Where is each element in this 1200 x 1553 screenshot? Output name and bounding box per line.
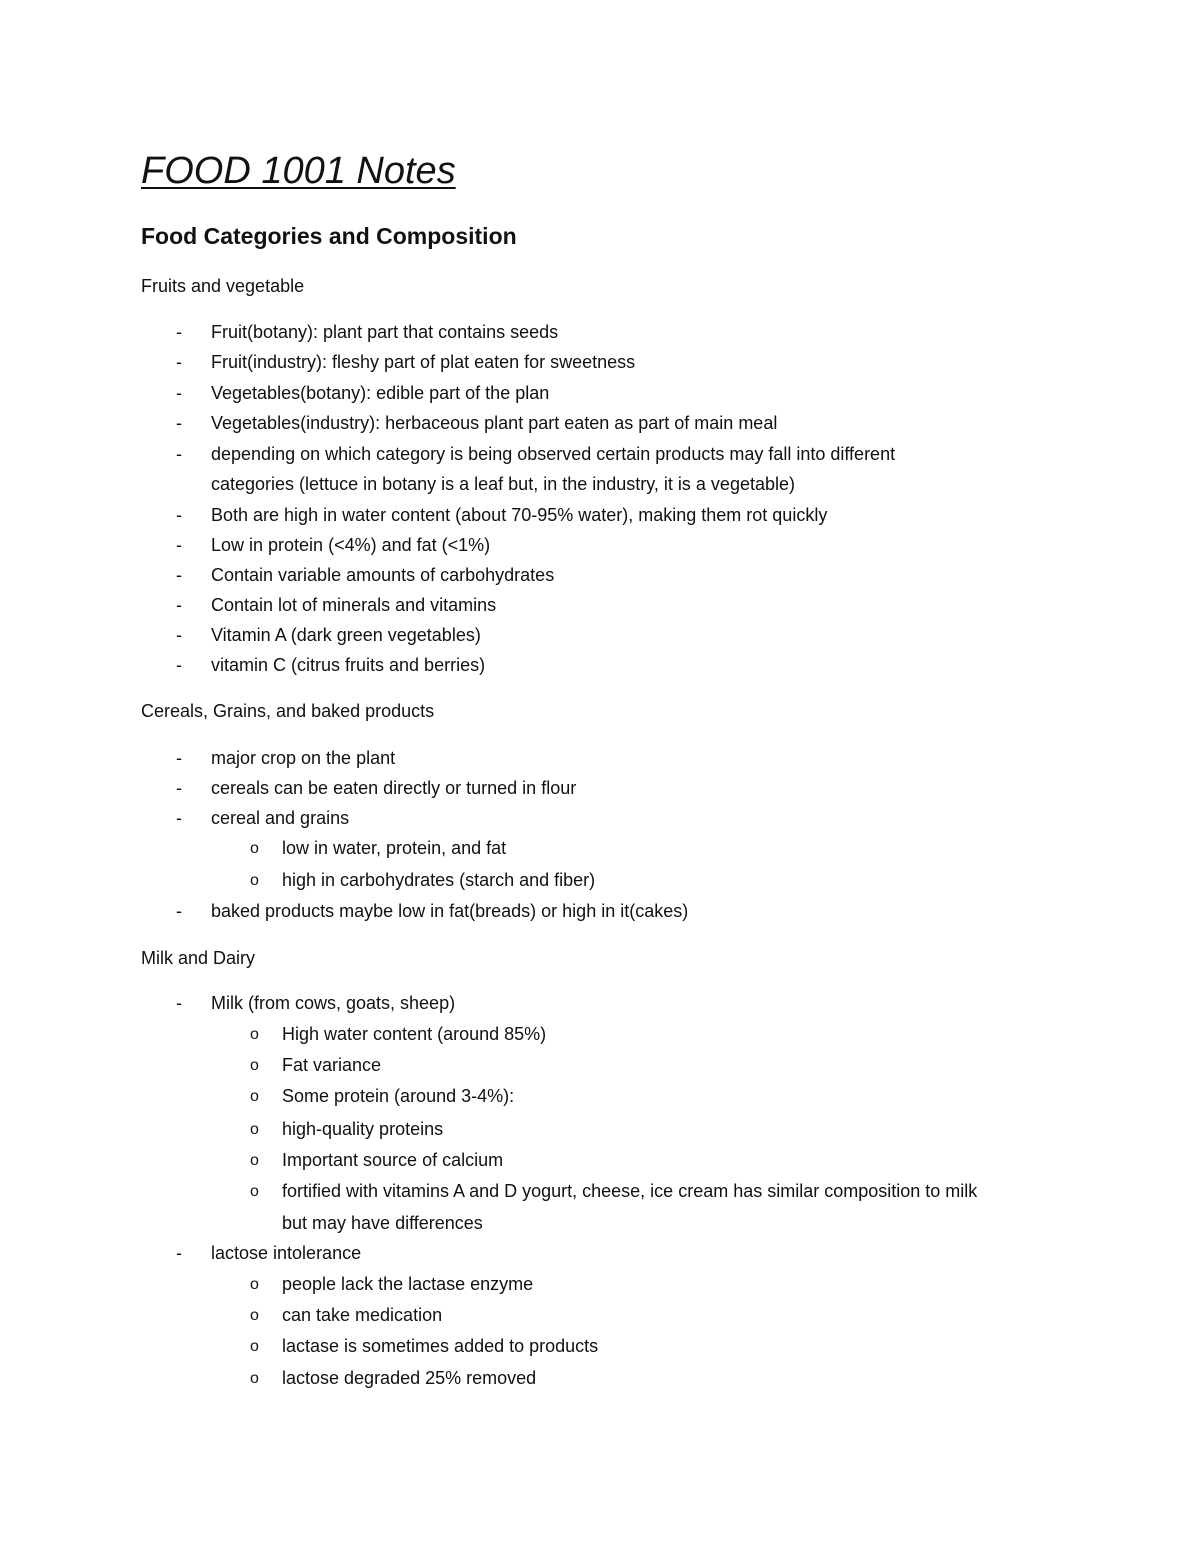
dash-bullet: - (176, 352, 182, 372)
sub-list-item: people lack the lactase enzyme (282, 1274, 534, 1294)
sub-list-item: lactase is sometimes added to products (282, 1336, 599, 1356)
circle-bullet: o (250, 1057, 259, 1074)
list-item: major crop on the plant (211, 748, 396, 768)
circle-bullet: o (250, 1088, 259, 1105)
list-item: Contain variable amounts of carbohydrates (211, 565, 555, 585)
list-item: Vegetables(botany): edible part of the plan (211, 383, 550, 403)
sub-list-item: lactose degraded 25% removed (282, 1368, 537, 1388)
circle-bullet: o (250, 872, 259, 889)
dash-bullet: - (176, 748, 182, 768)
dash-bullet: - (176, 383, 182, 403)
section-heading-cereals-grains: Cereals, Grains, and baked products (141, 701, 435, 721)
list-item: cereals can be eaten directly or turned in flour (211, 778, 577, 798)
circle-bullet: o (250, 1026, 259, 1043)
list-item: Milk (from cows, goats, sheep) (211, 993, 456, 1013)
sub-list-item: low in water, protein, and fat (282, 838, 507, 858)
dash-bullet: - (176, 535, 182, 555)
sub-list-item: High water content (around 85%) (282, 1024, 547, 1044)
list-item: Both are high in water content (about 70-95% water), making them rot quickly (211, 505, 828, 525)
sub-list-item: Fat variance (282, 1055, 382, 1075)
sub-list-item: Some protein (around 3-4%): (282, 1086, 515, 1106)
sub-list-item-continuation: but may have differences (282, 1213, 483, 1233)
circle-bullet: o (250, 840, 259, 857)
dash-bullet: - (176, 444, 182, 464)
dash-bullet: - (176, 565, 182, 585)
list-item: depending on which category is being observed certain products may fall into different (211, 444, 896, 464)
circle-bullet: o (250, 1338, 259, 1355)
list-item: cereal and grains (211, 808, 350, 828)
sub-list-item: high-quality proteins (282, 1119, 444, 1139)
dash-bullet: - (176, 505, 182, 525)
dash-bullet: - (176, 901, 182, 921)
circle-bullet: o (250, 1276, 259, 1293)
list-item: Contain lot of minerals and vitamins (211, 595, 497, 615)
dash-bullet: - (176, 322, 182, 342)
list-item: Vegetables(industry): herbaceous plant part eaten as part of main meal (211, 413, 778, 433)
sub-list-item: Important source of calcium (282, 1150, 504, 1170)
dash-bullet: - (176, 413, 182, 433)
document-title: FOOD 1001 Notes (141, 150, 456, 192)
list-item: vitamin C (citrus fruits and berries) (211, 655, 486, 675)
dash-bullet: - (176, 808, 182, 828)
sub-list-item: high in carbohydrates (starch and fiber) (282, 870, 596, 890)
dash-bullet: - (176, 993, 182, 1013)
list-item: Fruit(botany): plant part that contains seeds (211, 322, 559, 342)
list-item: lactose intolerance (211, 1243, 362, 1263)
sub-list-item: fortified with vitamins A and D yogurt, cheese, ice cream has similar composition to milk (282, 1181, 978, 1201)
circle-bullet: o (250, 1152, 259, 1169)
list-item: Vitamin A (dark green vegetables) (211, 625, 481, 645)
dash-bullet: - (176, 1243, 182, 1263)
dash-bullet: - (176, 625, 182, 645)
circle-bullet: o (250, 1121, 259, 1138)
section-subtitle: Food Categories and Composition (141, 223, 517, 249)
section-heading-milk-dairy: Milk and Dairy (141, 948, 256, 968)
dash-bullet: - (176, 655, 182, 675)
circle-bullet: o (250, 1183, 259, 1200)
circle-bullet: o (250, 1370, 259, 1387)
list-item: Low in protein (<4%) and fat (<1%) (211, 535, 491, 555)
circle-bullet: o (250, 1307, 259, 1324)
section-heading-fruits-vegetable: Fruits and vegetable (141, 276, 305, 296)
dash-bullet: - (176, 595, 182, 615)
list-item: Fruit(industry): fleshy part of plat eaten for sweetness (211, 352, 636, 372)
dash-bullet: - (176, 778, 182, 798)
list-item-continuation: categories (lettuce in botany is a leaf but, in the industry, it is a vegetable) (211, 474, 795, 494)
list-item: baked products maybe low in fat(breads) or high in it(cakes) (211, 901, 689, 921)
sub-list-item: can take medication (282, 1305, 443, 1325)
